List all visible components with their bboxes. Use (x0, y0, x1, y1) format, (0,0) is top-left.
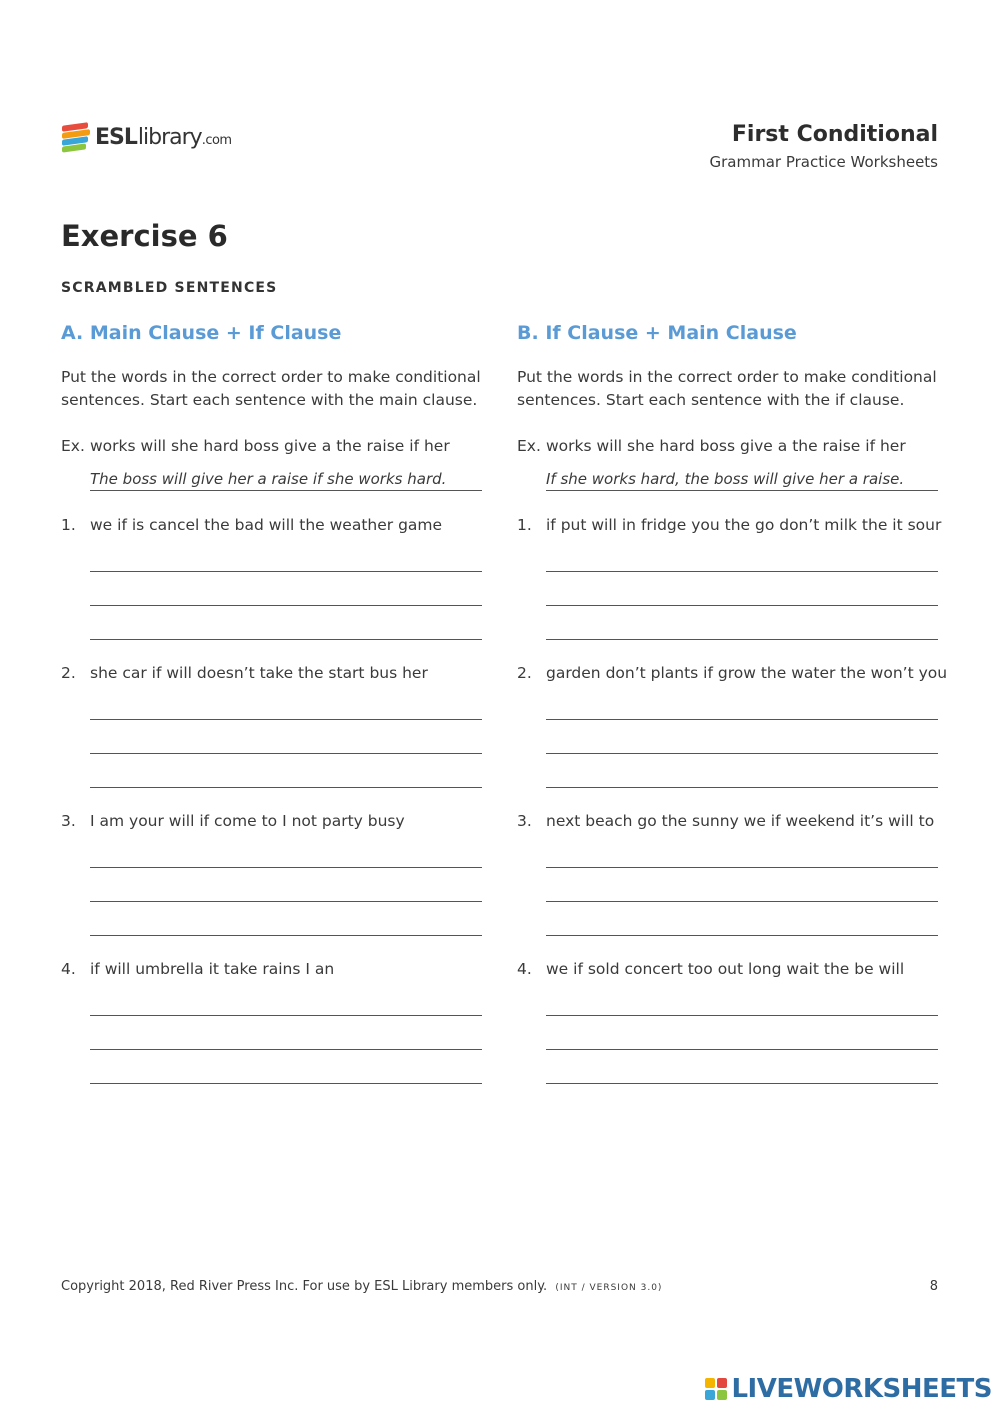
question-words: she car if will doesn’t take the start bus her (90, 664, 428, 682)
question-number: 1. (517, 516, 532, 534)
question-number: 2. (61, 664, 76, 682)
question-words: we if sold concert too out long wait the be will (546, 960, 905, 978)
answer-line[interactable] (546, 605, 938, 606)
answer-line[interactable] (546, 787, 938, 788)
footer-copyright (61, 1279, 662, 1294)
example-answer: If she works hard, the boss will give her a raise. (546, 470, 905, 488)
question-words: next beach go the sunny we if weekend it’s will to (546, 812, 935, 830)
question-words: garden don’t plants if grow the water the won’t you (546, 664, 948, 682)
question-words: I am your will if come to I not party busy (90, 812, 405, 830)
answer-line (90, 490, 482, 491)
example-words: works will she hard boss give a the raise if her (546, 437, 906, 455)
answer-line[interactable] (546, 639, 938, 640)
worksheet-subtitle: Grammar Practice Worksheets (709, 153, 938, 171)
answer-line[interactable] (546, 901, 938, 902)
answer-line[interactable] (546, 719, 938, 720)
answer-line[interactable] (90, 639, 482, 640)
question-words: if put will in fridge you the go don’t milk the it sour (546, 516, 942, 534)
answer-line[interactable] (90, 1049, 482, 1050)
section-a (61, 322, 483, 978)
example-label: Ex. (517, 437, 541, 455)
logo-brand-regular: library (137, 124, 202, 150)
answer-line[interactable] (546, 867, 938, 868)
example-answer: The boss will give her a raise if she works hard. (90, 470, 447, 488)
answer-line[interactable] (90, 1015, 482, 1016)
answer-line (546, 490, 938, 491)
liveworksheets-logo-icon (705, 1378, 727, 1400)
section-a-heading: A. Main Clause + If Clause (61, 322, 342, 344)
answer-line[interactable] (90, 571, 482, 572)
answer-line[interactable] (546, 1015, 938, 1016)
answer-line[interactable] (90, 787, 482, 788)
logo-brand-suffix: .com (201, 132, 232, 148)
question-number: 4. (61, 960, 76, 978)
answer-line[interactable] (546, 571, 938, 572)
section-b-heading: B. If Clause + Main Clause (517, 322, 797, 344)
answer-line[interactable] (546, 935, 938, 936)
stacked-books-icon (62, 122, 92, 152)
example-words: works will she hard boss give a the raise if her (90, 437, 450, 455)
answer-line[interactable] (90, 901, 482, 902)
answer-line[interactable] (546, 1083, 938, 1084)
worksheet-title: First Conditional (731, 122, 938, 147)
answer-line[interactable] (90, 867, 482, 868)
question-number: 3. (517, 812, 532, 830)
example-label: Ex. (61, 437, 85, 455)
copyright-text: Copyright 2018, Red River Press Inc. For use by ESL Library members only. (61, 1279, 548, 1294)
question-words: if will umbrella it take rains I an (90, 960, 335, 978)
liveworksheets-text: LIVEWORKSHEETS (731, 1374, 992, 1404)
section-a-instructions: Put the words in the correct order to make conditional sentences. Start each sentence with the main clause. (61, 368, 481, 409)
exercise-subtitle: SCRAMBLED SENTENCES (61, 280, 278, 296)
question-number: 3. (61, 812, 76, 830)
question-number: 2. (517, 664, 532, 682)
question-words: we if is cancel the bad will the weather game (90, 516, 443, 534)
esl-library-logo (62, 120, 232, 154)
answer-line[interactable] (546, 753, 938, 754)
answer-line[interactable] (90, 605, 482, 606)
page-number: 8 (929, 1279, 938, 1294)
answer-line[interactable] (546, 1049, 938, 1050)
answer-line[interactable] (90, 719, 482, 720)
question-number: 4. (517, 960, 532, 978)
version-text: (INT / VERSION 3.0) (555, 1283, 663, 1293)
question-number: 1. (61, 516, 76, 534)
exercise-title: Exercise 6 (61, 219, 228, 253)
logo-brand-bold: ESL (95, 124, 137, 150)
section-b (517, 322, 948, 978)
answer-line[interactable] (90, 1083, 482, 1084)
section-b-instructions: Put the words in the correct order to make conditional sentences. Start each sentence with the if clause. (517, 368, 937, 409)
answer-line[interactable] (90, 935, 482, 936)
answer-line[interactable] (90, 753, 482, 754)
liveworksheets-watermark (705, 1374, 992, 1404)
